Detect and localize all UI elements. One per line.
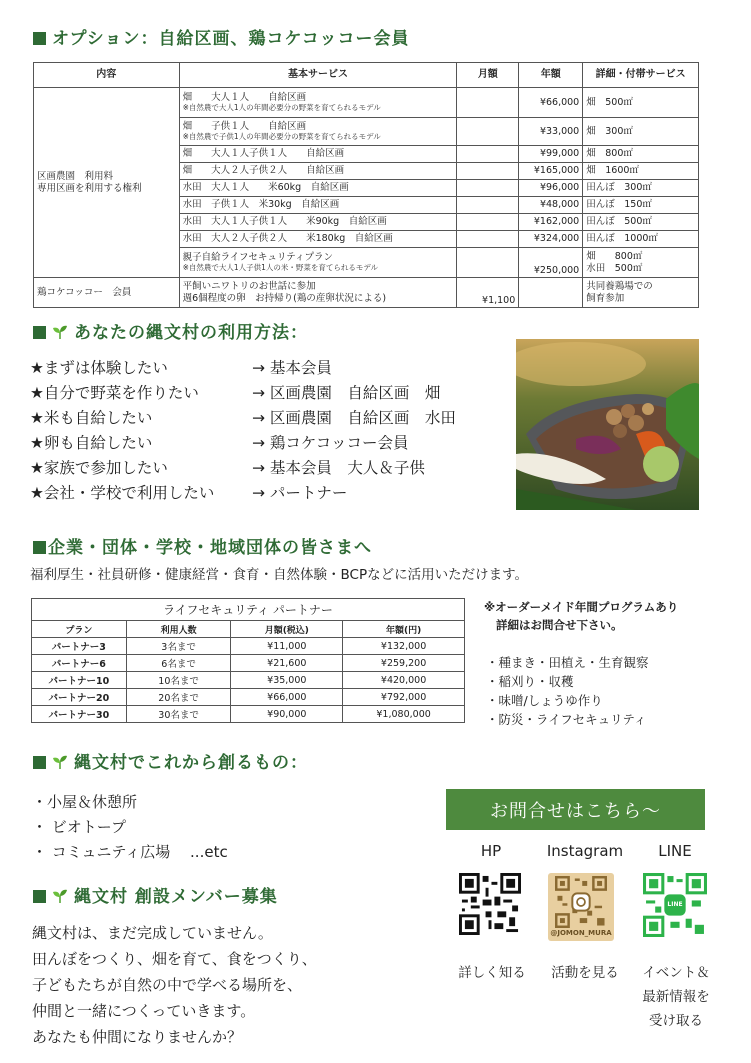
table-header-row	[34, 63, 699, 88]
annual-price: ¥1,080,000	[343, 706, 465, 723]
usage-plan: → 鶏コケコッコー会員	[252, 434, 409, 452]
usage-item	[30, 406, 456, 431]
usage-item	[30, 381, 456, 406]
monthly-cell: ¥1,100	[457, 278, 519, 308]
annual-cell: ¥96,000	[519, 180, 583, 197]
usage-plan: → 区画農園 自給区画 水田	[252, 409, 456, 427]
activity-item: ・防災・ライフセキュリティ	[486, 712, 647, 727]
detail-cell: 田んぼ 500㎡	[583, 214, 699, 231]
annual-price: ¥792,000	[343, 689, 465, 706]
future-item: ・ ビオトープ	[32, 818, 127, 836]
hp-caption: 詳しく知る	[458, 965, 526, 981]
plan-name: パートナー10	[32, 672, 127, 689]
caption-line: イベント＆	[642, 965, 710, 981]
service-note: ※自然農で子供1人の年間必要分の野菜を育てられるモデル	[182, 131, 381, 141]
monthly-price: ¥21,600	[231, 655, 343, 672]
monthly-cell	[457, 88, 519, 118]
service-text: 親子自給ライフセキュリティプラン	[182, 252, 333, 264]
activity-item: ・稲刈り・収穫	[486, 674, 574, 689]
table-row	[32, 638, 465, 655]
future-item: ・ コミュニティ広場 ...etc	[32, 843, 228, 861]
monthly-price: ¥66,000	[231, 689, 343, 706]
note-line: 詳細はお問合せ下さい。	[496, 618, 623, 632]
service-text: 畑 大人１人 自給区画	[182, 92, 307, 104]
table-header: 年額(円)	[343, 621, 465, 638]
table-header: 基本サービス	[179, 63, 457, 88]
group-label-line: 専用区画を利用する権利	[37, 182, 142, 194]
future-item: ・小屋＆休憩所	[32, 793, 138, 811]
table-row-chicken	[34, 278, 699, 308]
annual-price: ¥132,000	[343, 638, 465, 655]
activity-item: ・味噌/しょうゆ作り	[486, 693, 603, 708]
monthly-cell	[457, 118, 519, 146]
hp-qr-code[interactable]	[459, 873, 521, 935]
plan-name: パートナー3	[32, 638, 127, 655]
recruit-text	[32, 920, 317, 1050]
annual-cell: ¥250,000	[519, 248, 583, 278]
detail-line: 共同養鶏場での	[586, 281, 653, 293]
monthly-cell	[457, 163, 519, 180]
detail-line: 水田 500㎡	[586, 262, 643, 274]
usage-plan: → 基本会員	[252, 359, 332, 377]
usage-item	[30, 481, 456, 506]
usage-item	[30, 456, 456, 481]
square-bullet-icon	[33, 890, 46, 903]
table-row	[32, 706, 465, 723]
detail-cell: 畑 300㎡	[583, 118, 699, 146]
annual-price: ¥259,200	[343, 655, 465, 672]
service-cell: 水田 大人１人子供１人 米90kg 自給区画	[179, 214, 457, 231]
usage-item	[30, 431, 456, 456]
service-cell	[179, 278, 457, 308]
usage-need: ★卵も自給したい	[30, 434, 153, 452]
recruit-line: 仲間と一緒につくっていきます。	[32, 1002, 256, 1020]
capacity: 10名まで	[126, 672, 231, 689]
monthly-cell	[457, 231, 519, 248]
detail-cell	[583, 278, 699, 308]
service-text: 畑 子供１人 自給区画	[182, 121, 307, 133]
monthly-price: ¥35,000	[231, 672, 343, 689]
table-row	[32, 689, 465, 706]
table-header: 内容	[34, 63, 180, 88]
hp-label: HP	[480, 842, 502, 860]
group-label-line: 区画農園 利用料	[37, 171, 114, 183]
detail-cell: 田んぼ 150㎡	[583, 197, 699, 214]
usage-plan: → 基本会員 大人＆子供	[252, 459, 425, 477]
detail-line: 飼育参加	[586, 292, 625, 304]
service-cell: 畑 大人２人子供２人 自給区画	[179, 163, 457, 180]
section-heading-usage: あなたの縄文村の利用方法：	[33, 318, 308, 343]
annual-price: ¥420,000	[343, 672, 465, 689]
plan-name: パートナー20	[32, 689, 127, 706]
section-heading-corporate: 企業・団体・学校・地域団体の皆さまへ	[33, 533, 372, 558]
caption-line: 最新情報を	[642, 989, 710, 1005]
detail-cell: 畑 500㎡	[583, 88, 699, 118]
instagram-caption: 活動を見る	[551, 965, 619, 981]
capacity: 3名まで	[126, 638, 231, 655]
monthly-price: ¥11,000	[231, 638, 343, 655]
detail-cell: 田んぼ 1000㎡	[583, 231, 699, 248]
qr-pattern	[552, 876, 610, 928]
line-label: LINE	[658, 842, 692, 860]
recruit-line: 縄文村は、まだ完成していません。	[32, 924, 273, 942]
table-header: 利用人数	[126, 621, 231, 638]
corporate-lead: 福利厚生・社員研修・健康経営・食育・自然体験・BCPなどに活用いただけます。	[30, 567, 529, 583]
plan-name: パートナー30	[32, 706, 127, 723]
usage-need: ★米も自給したい	[30, 409, 153, 427]
capacity: 30名まで	[126, 706, 231, 723]
usage-item	[30, 356, 456, 381]
annual-cell: ¥48,000	[519, 197, 583, 214]
table-header: 詳細・付帯サービス	[583, 63, 699, 88]
line-logo-icon: LINE	[667, 901, 683, 908]
service-cell	[179, 88, 457, 118]
line-caption	[630, 961, 722, 1033]
monthly-cell	[457, 197, 519, 214]
table-header: 年額	[519, 63, 583, 88]
line-qr-code[interactable]	[643, 873, 707, 937]
detail-cell	[583, 248, 699, 278]
partner-price-table	[31, 598, 465, 723]
service-cell: 水田 大人２人子供２人 米180kg 自給区画	[179, 231, 457, 248]
monthly-cell	[457, 248, 519, 278]
future-list	[32, 790, 228, 865]
monthly-cell	[457, 180, 519, 197]
section-heading-recruit: 縄文村 創設メンバー募集	[33, 882, 278, 907]
square-bullet-icon	[33, 32, 46, 45]
detail-cell: 畑 800㎡	[583, 146, 699, 163]
section-heading-options: オプション：自給区画、鶏コケコッコー会員	[33, 24, 409, 49]
annual-cell: ¥162,000	[519, 214, 583, 231]
service-note: ※自然農で大人1人の年間必要分の野菜を育てられるモデル	[182, 102, 381, 112]
monthly-cell	[457, 146, 519, 163]
instagram-handle: @JOMON_MURA	[550, 929, 612, 937]
sprout-icon	[52, 324, 68, 340]
sprout-icon	[52, 754, 68, 770]
caption-line: 受け取る	[649, 1013, 703, 1029]
service-cell: 水田 大人１人 米60kg 自給区画	[179, 180, 457, 197]
service-cell	[179, 248, 457, 278]
service-cell: 畑 大人１人子供１人 自給区画	[179, 146, 457, 163]
usage-need: ★自分で野菜を作りたい	[30, 384, 199, 402]
section-heading-future: 縄文村でこれから創るもの：	[33, 748, 308, 773]
annual-cell: ¥165,000	[519, 163, 583, 180]
square-bullet-icon	[33, 541, 46, 554]
annual-cell: ¥66,000	[519, 88, 583, 118]
square-bullet-icon	[33, 326, 46, 339]
partner-table-header-row	[32, 621, 465, 638]
annual-cell	[519, 278, 583, 308]
table-row	[32, 655, 465, 672]
service-text: 週6個程度の卵 お持帰り(鶏の産卵状況による)	[182, 292, 387, 304]
annual-cell: ¥324,000	[519, 231, 583, 248]
detail-cell: 畑 1600㎡	[583, 163, 699, 180]
group-label-cell	[34, 88, 180, 278]
usage-list	[30, 356, 456, 506]
instagram-label: Instagram	[546, 842, 624, 860]
partner-table-title-row	[32, 599, 465, 621]
annual-cell: ¥33,000	[519, 118, 583, 146]
table-row	[34, 88, 699, 118]
service-cell: 水田 子供１人 米30kg 自給区画	[179, 197, 457, 214]
table-row	[32, 672, 465, 689]
recruit-line: 子どもたちが自然の中で学べる場所を、	[32, 976, 303, 994]
vegetable-basket-photo	[516, 339, 699, 510]
contact-button[interactable]: お問合せはこちら〜	[446, 789, 705, 830]
activity-item: ・種まき・田植え・生育観察	[486, 655, 649, 670]
capacity: 20名まで	[126, 689, 231, 706]
plan-name: パートナー6	[32, 655, 127, 672]
table-header: プラン	[32, 621, 127, 638]
square-bullet-icon	[33, 756, 46, 769]
sprout-icon	[52, 888, 68, 904]
note-line: ※オーダーメイド年間プログラムあり	[484, 600, 679, 614]
service-note: ※自然農で大人1人子供1人の米・野菜を育てられるモデル	[182, 262, 379, 272]
usage-need: ★まずは体験したい	[30, 359, 168, 377]
usage-plan: → パートナー	[252, 484, 348, 502]
detail-cell: 田んぼ 300㎡	[583, 180, 699, 197]
chicken-label-cell: 鶏コケコッコー 会員	[34, 278, 180, 308]
table-header: 月額(税込)	[231, 621, 343, 638]
detail-line: 畑 800㎡	[586, 251, 643, 263]
annual-cell: ¥99,000	[519, 146, 583, 163]
service-text: 平飼いニワトリのお世話に参加	[182, 281, 316, 293]
partner-table-title: ライフセキュリティ パートナー	[32, 599, 465, 621]
capacity: 6名まで	[126, 655, 231, 672]
recruit-line: あなたも仲間になりませんか？	[32, 1028, 243, 1046]
instagram-qr-code[interactable]	[548, 873, 614, 941]
custom-program-note	[484, 598, 678, 634]
monthly-cell	[457, 214, 519, 231]
options-price-table	[33, 62, 699, 308]
table-header: 月額	[457, 63, 519, 88]
usage-plan: → 区画農園 自給区画 畑	[252, 384, 441, 402]
activity-list	[486, 653, 649, 729]
recruit-line: 田んぼをつくり、畑を育て、食をつくり、	[32, 950, 317, 968]
service-cell	[179, 118, 457, 146]
monthly-price: ¥90,000	[231, 706, 343, 723]
usage-need: ★会社・学校で利用したい	[30, 484, 215, 502]
usage-need: ★家族で参加したい	[30, 459, 168, 477]
